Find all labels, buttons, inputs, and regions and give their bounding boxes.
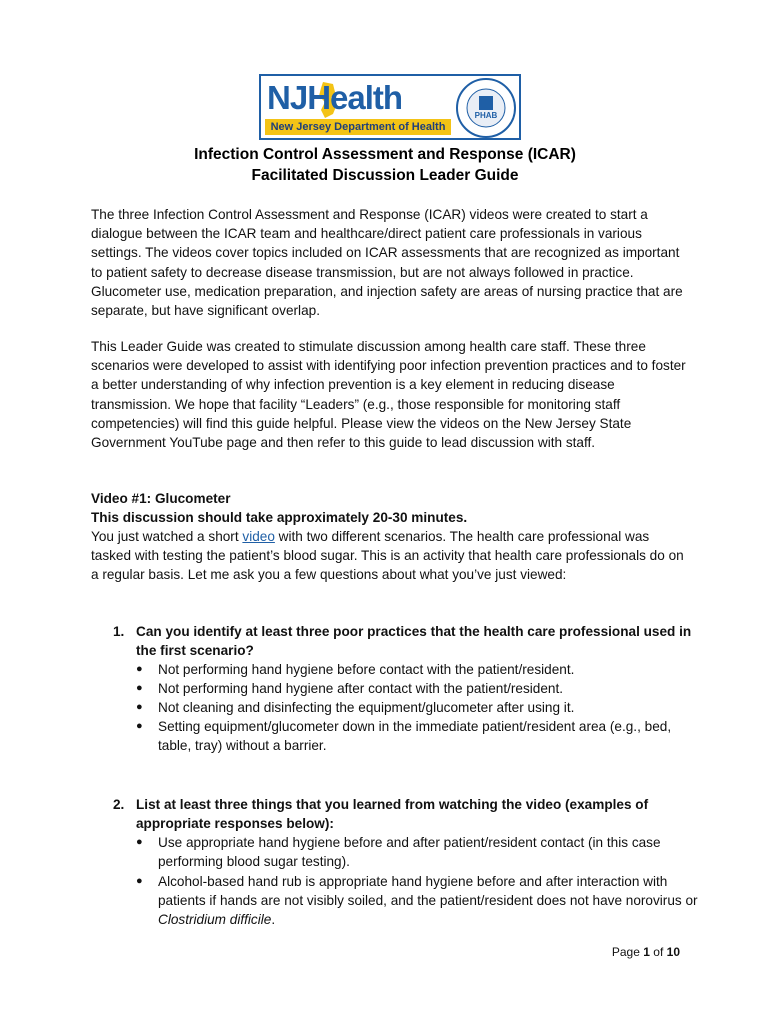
video1-description [91, 527, 691, 585]
q1-bullet-2: Not performing hand hygiene after contact with the patient/resident. [158, 681, 564, 696]
video1-text-before: You just watched a short [91, 529, 243, 544]
question1-number: 1. [113, 624, 125, 639]
footer-total-pages: 10 [666, 945, 680, 959]
page-number-footer [560, 944, 680, 960]
phab-accreditation-seal [455, 77, 517, 139]
logo-health-text: Health [307, 79, 403, 116]
bullet-icon: ● [136, 836, 143, 848]
bullet-icon: ● [136, 875, 143, 887]
intro-paragraph: The three Infection Control Assessment and Response (ICAR) videos were created to start a dialogue between the ICAR team and healthcare/direct patient care professionals in various settings. The videos cover topics included on ICAR assessments that are recognized as important to patient safety to decrease disease transmission, but are not always followed in practice. Glucometer use, medication preparation, and injection safety are areas of nursing practice that are separate, but have significant overlap. [91, 207, 683, 319]
document-subtitle: Facilitated Discussion Leader Guide [251, 167, 519, 184]
bullet-icon: ● [136, 663, 143, 675]
leader-guide-paragraph: This Leader Guide was created to stimulate discussion among health care staff. These three scenarios were developed to assist with identifying poor infection prevention practices and to foster a better understanding of why infection prevention is a key element in reducing disease transmission. We hope that facility “Leaders” (e.g., those responsible for monitoring staff competencies) will find this guide helpful. Please view the videos on the New Jersey State Government YouTube page and then refer to this guide to lead discussion with staff. [91, 339, 686, 451]
video1-text-after: with two different scenarios. The health care professional was tasked with testing the patient’s blood sugar. This is an activity that health care professionals do on a regular basis. Let me ask you a few questions about what you’ve just viewed: [91, 529, 684, 583]
video1-heading: Video #1: Glucometer [91, 491, 231, 506]
bullet-icon: ● [136, 682, 143, 694]
q2-bullet-2-text: Alcohol-based hand rub is appropriate hand hygiene before and after interaction with patients if hands are not visibly soiled, and the patient/resident does not have norovirus or [158, 874, 698, 909]
footer-current-page: 1 [643, 945, 650, 959]
q1-bullet-4: Setting equipment/glucometer down in the immediate patient/resident area (e.g., bed, table, tray) without a barrier. [158, 719, 672, 754]
question2-text: List at least three things that you learned from watching the video (examples of appropriate responses below): [136, 797, 649, 832]
logo-nj-text: NJ [267, 79, 308, 116]
bullet-icon: ● [136, 701, 143, 713]
q2-bullet-2 [158, 872, 698, 930]
logo-department-text: New Jersey Department of Health [265, 119, 451, 135]
bullet-icon: ● [136, 720, 143, 732]
seal-label: PHAB [474, 111, 498, 120]
nj-health-logo [259, 74, 521, 140]
footer-of-word: of [653, 945, 664, 959]
video1-duration: This discussion should take approximately 20-30 minutes. [91, 510, 468, 525]
video-link[interactable]: video [242, 529, 275, 544]
q2-bullet-2-end: . [271, 912, 276, 928]
logo-wordmark [263, 78, 453, 136]
q1-bullet-3: Not cleaning and disinfecting the equipment/glucometer after using it. [158, 700, 575, 715]
question2-number: 2. [113, 797, 125, 812]
question1-text: Can you identify at least three poor practices that the health care professional used in the first scenario? [136, 624, 692, 659]
organism-name: Clostridium difficile [158, 912, 272, 928]
footer-page-word: Page [611, 945, 640, 959]
q2-bullet-1: Use appropriate hand hygiene before and after patient/resident contact (in this case performing blood sugar testing). [158, 835, 661, 870]
q1-bullet-1: Not performing hand hygiene before contact with the patient/resident. [158, 662, 575, 677]
document-title: Infection Control Assessment and Response (ICAR) [194, 146, 576, 163]
accreditation-seal-icon [455, 77, 517, 139]
